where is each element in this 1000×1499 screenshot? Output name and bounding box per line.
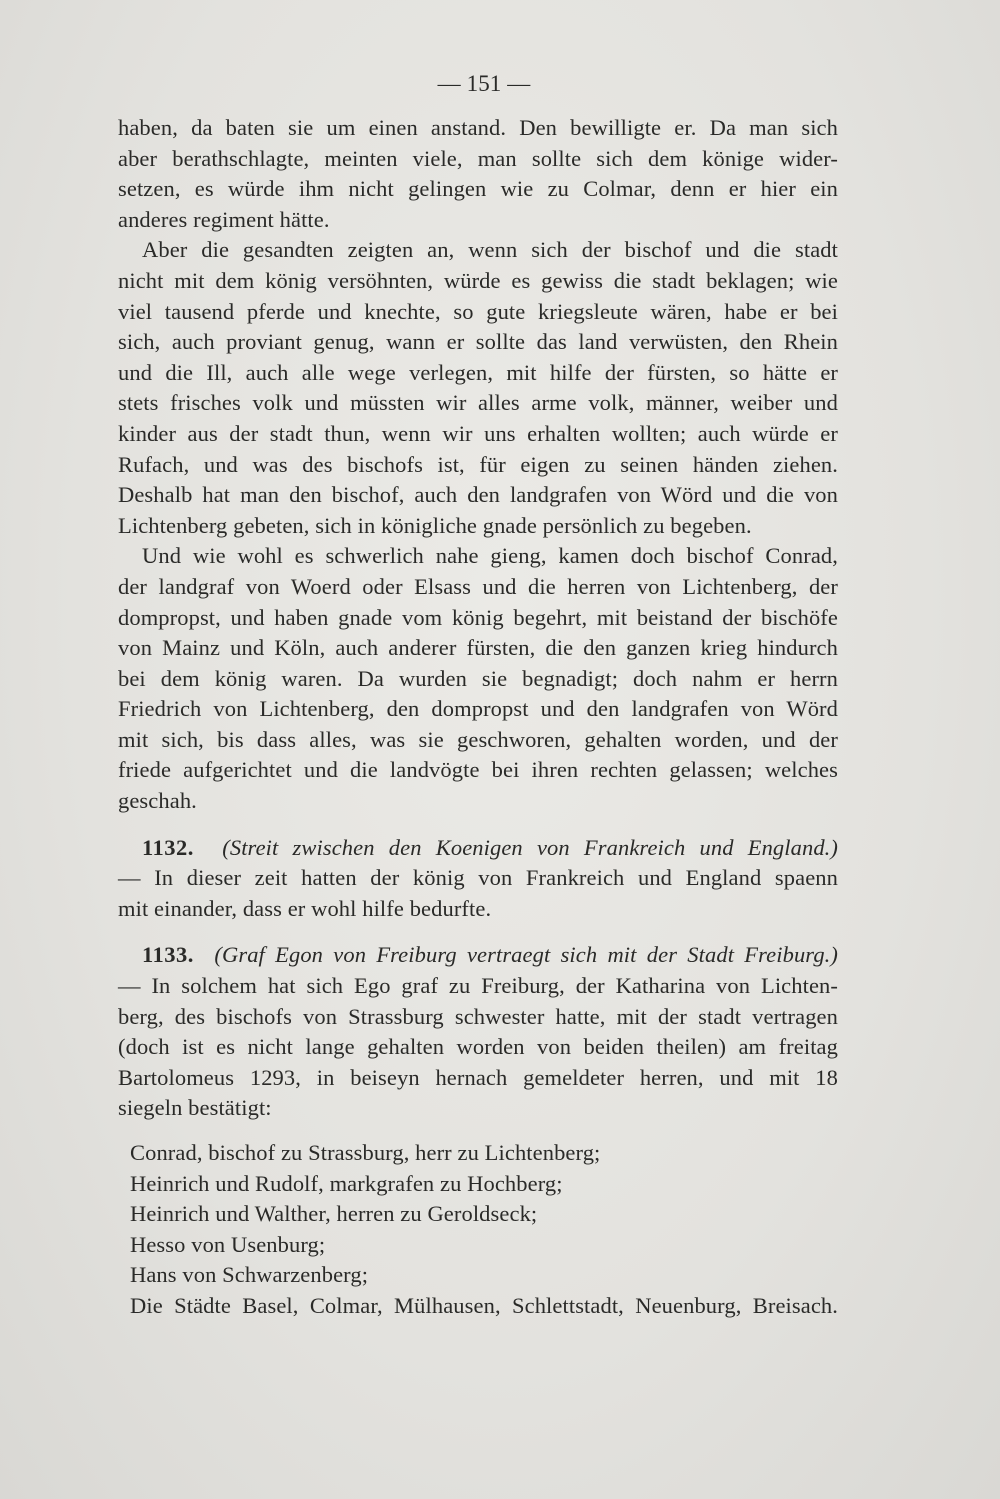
list-item: Conrad, bischof zu Strassburg, herr zu Lichtenberg;	[130, 1140, 601, 1165]
text-line: berg, des bischofs von Strassburg schwester hatte, mit der stadt vertragen	[118, 1003, 838, 1029]
entry-heading	[118, 940, 838, 971]
text-line: viel tausend pferde und knechte, so gute kriegsleute wären, habe er bei	[118, 298, 838, 324]
text-line: bei dem könig waren. Da wurden sie begnadigt; doch nahm er herrn	[118, 665, 838, 691]
paragraph-3	[118, 541, 838, 816]
text-line: Und wie wohl es schwerlich nahe gieng, kamen doch bischof Conrad,	[142, 543, 838, 569]
text-line: und die Ill, auch alle wege verlegen, mit hilfe der fürsten, so hätte er	[118, 359, 838, 385]
text-line: von Mainz und Köln, auch anderer fürsten, die den ganzen krieg hindurch	[118, 635, 838, 661]
text-line: mit sich, bis dass alles, was sie geschworen, gehalten worden, und der	[118, 726, 838, 752]
text-line: aber berathschlagte, meinten viele, man sollte sich dem könige wider-	[118, 145, 838, 171]
text-line: anderes regiment hätte.	[118, 206, 330, 232]
list-item: Hans von Schwarzenberg;	[130, 1262, 369, 1288]
text-line: Deshalb hat man den bischof, auch den landgrafen von Wörd und die von	[118, 482, 838, 508]
page-text	[118, 68, 838, 1322]
entry-title: (Graf Egon von Freiburg vertraegt sich mit der Stadt Freiburg.)	[214, 942, 838, 968]
page-number: — 151 —	[437, 71, 531, 96]
text-line: Rufach, und was des bischofs ist, für eigen zu seinen händen ziehen.	[118, 451, 838, 477]
text-line: der landgraf von Woerd oder Elsass und die herren von Lichtenberg, der	[118, 573, 838, 599]
text-line: geschah.	[118, 788, 197, 814]
text-line: Lichtenberg gebeten, sich in königliche gnade persönlich zu begeben.	[118, 512, 752, 538]
paragraph-1	[118, 113, 838, 235]
text-line: friede aufgerichtet und die landvögte bei ihren rechten gelassen; welches	[118, 757, 838, 783]
paragraph-2	[118, 235, 838, 541]
list-item: Hesso von Usenburg;	[130, 1231, 326, 1257]
entry-1132	[118, 833, 838, 925]
text-line: Friedrich von Lichtenberg, den dompropst und den landgrafen von Wörd	[118, 696, 838, 722]
witness-list	[118, 1138, 838, 1322]
text-line: sich, auch proviant genug, wann er sollte das land verwüsten, den Rhein	[118, 329, 838, 355]
list-item: Heinrich und Walther, herren zu Geroldseck;	[130, 1201, 538, 1227]
text-line: siegeln bestätigt:	[118, 1095, 272, 1121]
text-line: stets frisches volk und müssten wir alles arme volk, männer, weiber und	[118, 390, 838, 416]
text-line: Bartolomeus 1293, in beiseyn hernach gemeldeter herren, und mit 18	[118, 1064, 838, 1090]
text-line: mit einander, dass er wohl hilfe bedurfte.	[118, 895, 492, 921]
entry-number: 1133.	[142, 942, 194, 968]
text-line: Aber die gesandten zeigten an, wenn sich der bischof und die stadt	[142, 237, 838, 263]
entry-heading	[118, 833, 838, 864]
list-item: Heinrich und Rudolf, markgrafen zu Hochberg;	[130, 1170, 563, 1196]
text-line: setzen, es würde ihm nicht gelingen wie zu Colmar, denn er hier ein	[118, 176, 838, 202]
list-item: Die Städte Basel, Colmar, Mülhausen, Schlettstadt, Neuenburg, Breisach.	[130, 1292, 838, 1318]
text-line: nicht mit dem könig versöhnten, würde es gewiss die stadt beklagen; wie	[118, 267, 838, 293]
entry-number: 1132.	[142, 834, 194, 860]
text-line: kinder aus der stadt thun, wenn wir uns erhalten wollten; auch würde er	[118, 420, 838, 446]
text-line: dompropst, und haben gnade vom könig begehrt, mit beistand der bischöfe	[118, 604, 838, 630]
text-line: — In solchem hat sich Ego graf zu Freiburg, der Katharina von Lichten-	[118, 973, 838, 999]
entry-1133	[118, 940, 838, 1124]
text-line: — In dieser zeit hatten der könig von Frankreich und England spaenn	[118, 865, 838, 891]
text-line: haben, da baten sie um einen anstand. Den bewilligte er. Da man sich	[118, 115, 838, 140]
text-line: (doch ist es nicht lange gehalten worden von beiden theilen) am freitag	[118, 1034, 838, 1060]
entry-title: (Streit zwischen den Koenigen von Frankreich und England.)	[222, 834, 838, 860]
